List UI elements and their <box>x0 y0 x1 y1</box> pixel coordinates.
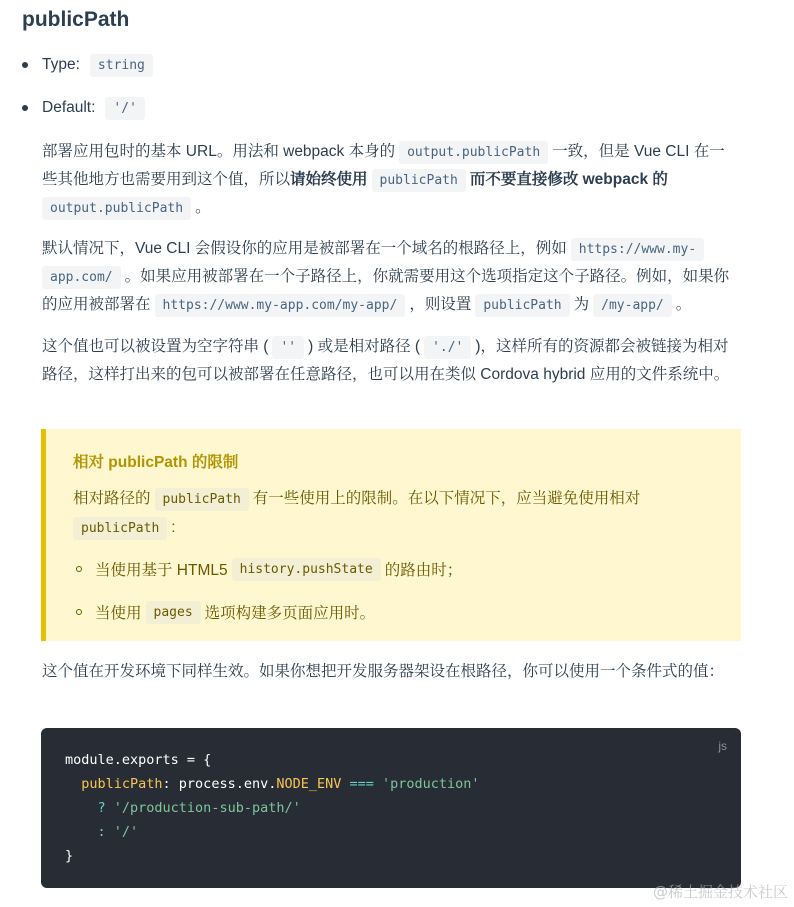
code-token: : process.env. <box>162 776 277 792</box>
paragraph-relative-path <box>42 333 734 388</box>
tip-block <box>41 429 741 641</box>
inline-code: https://www.my- <box>571 238 704 261</box>
code-token: 'production' <box>382 776 480 792</box>
tip-title: 相对 publicPath 的限制 <box>73 454 239 471</box>
text: 。如果应用被部署在一个子路径上，你就需要用这个选项指定这个子路径。例如，如果你的应用被部署在 <box>42 268 730 313</box>
inline-code: './' <box>424 336 471 359</box>
circle-bullet <box>76 566 82 572</box>
text: : <box>171 519 176 536</box>
bold-text: 而不要直接修改 webpack 的 <box>469 171 668 188</box>
type-label: Type: <box>42 56 80 73</box>
inline-code: publicPath <box>475 294 569 317</box>
text: 默认情况下，Vue CLI 会假设你的应用是被部署在一个域名的根路径上，例如 <box>42 240 567 257</box>
code-line: module.exports = { <box>65 752 212 768</box>
tip-list-item <box>76 598 375 626</box>
inline-code: publicPath <box>155 488 249 511</box>
type-item <box>22 51 157 79</box>
bullet-dot <box>22 105 28 111</box>
paragraph-base-url <box>42 138 734 222</box>
text: 有一些使用上的限制。在以下情况下，应当避免使用相对 <box>252 490 641 507</box>
inline-code: https://www.my-app.com/my-app/ <box>155 294 406 317</box>
text: 当使用基于 HTML5 <box>95 562 228 579</box>
default-label: Default: <box>42 99 96 116</box>
code-line: } <box>65 848 74 864</box>
code-token: ? <box>97 800 114 816</box>
code-content <box>65 748 480 868</box>
type-value: string <box>90 54 153 77</box>
paragraph-dev-server: 这个值在开发环境下同样生效。如果你想把开发服务器架设在根路径，你可以使用一个条件式的值： <box>42 663 725 680</box>
inline-code: publicPath <box>372 169 466 192</box>
code-token: '/' <box>113 824 139 840</box>
tip-text <box>73 485 703 543</box>
code-token: : <box>97 824 114 840</box>
text: ) 或是相对路径 ( <box>308 338 421 355</box>
inline-code: '' <box>272 336 304 359</box>
text: 的路由时； <box>384 562 463 579</box>
text: 相对路径的 <box>73 490 151 507</box>
inline-code: output.publicPath <box>399 141 548 164</box>
inline-code: history.pushState <box>232 558 381 581</box>
tip-list-item <box>76 555 462 583</box>
inline-code: app.com/ <box>42 266 121 289</box>
text: 。 <box>675 296 692 313</box>
text: 选项构建多页面应用时。 <box>204 605 376 622</box>
text: 为 <box>573 296 590 313</box>
text: 部署应用包时的基本 URL。用法和 webpack 本身的 <box>42 143 396 160</box>
code-block[interactable] <box>41 728 741 888</box>
code-token: === <box>341 776 383 792</box>
inline-code: output.publicPath <box>42 197 191 220</box>
text: 当使用 <box>95 605 142 622</box>
code-token: publicPath <box>81 776 163 792</box>
text: )，这样所有的资源都会被链接为相对路径，这样打出来的包可以被部署在任意路径，也可以用在类似 Cordova hybrid 应用的文件系统中。 <box>42 338 730 383</box>
code-language-label: js <box>718 739 727 753</box>
text: 。 <box>195 199 211 216</box>
circle-bullet <box>76 609 82 615</box>
watermark: @稀土掘金技术社区 <box>652 883 788 901</box>
inline-code: pages <box>146 601 201 624</box>
bullet-dot <box>22 62 28 68</box>
default-item <box>22 94 149 122</box>
inline-code: /my-app/ <box>593 294 672 317</box>
inline-code: publicPath <box>73 517 167 540</box>
paragraph-default-root <box>42 235 734 319</box>
text: 一致，但是 Vue CLI 在一些其他地方也需要用到这个值，所以 <box>42 143 725 188</box>
text: 这个值也可以被设置为空字符串 ( <box>42 338 269 355</box>
page-title: publicPath <box>22 8 130 31</box>
default-value: '/' <box>105 97 144 120</box>
bold-text: 请始终使用 <box>290 171 368 188</box>
text: ，则设置 <box>409 296 472 313</box>
code-token: '/production-sub-path/' <box>113 800 301 816</box>
code-token: NODE_ENV <box>276 776 342 792</box>
